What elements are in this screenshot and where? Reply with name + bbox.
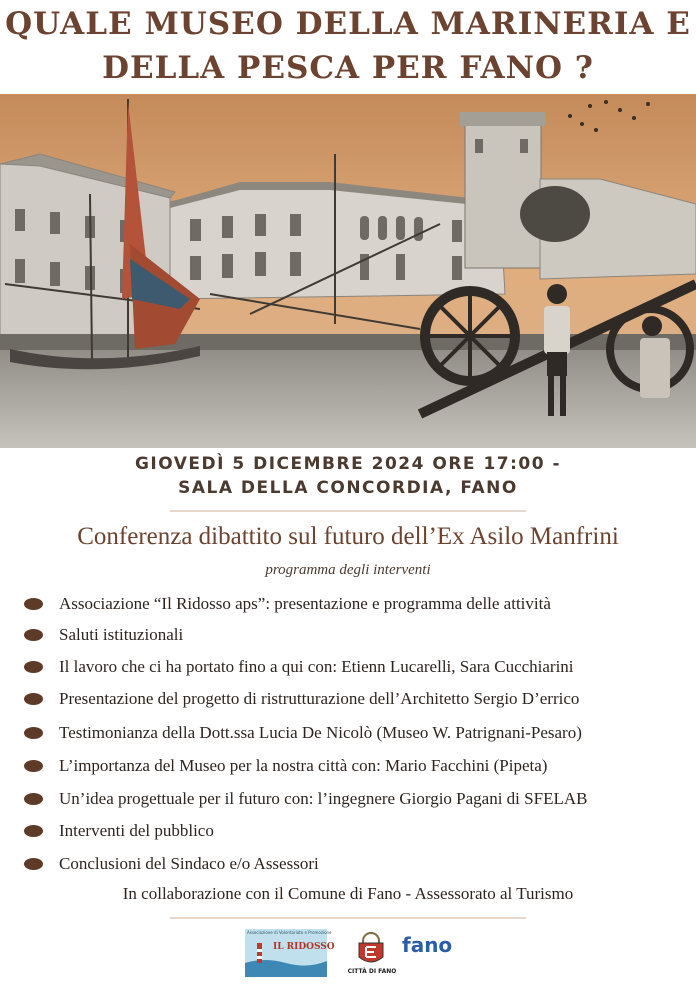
event-date-time: GIOVEDÌ 5 DICEMBRE 2024 ORE 17:00 - <box>134 454 562 474</box>
program-item <box>24 622 183 648</box>
divider-top <box>170 510 526 512</box>
bullet-icon <box>24 727 43 739</box>
program-item <box>24 786 587 812</box>
program-item-text: Saluti istituzionali <box>59 625 184 644</box>
event-venue: SALA DELLA CONCORDIA, FANO <box>178 478 518 498</box>
program-item-text: Presentazione del progetto di ristrutturazione dell’Architetto Sergio D’errico <box>59 689 580 708</box>
program-item <box>24 818 214 844</box>
divider-bottom <box>170 917 526 919</box>
program-item-text: Conclusioni del Sindaco e/o Assessori <box>59 854 319 873</box>
program-subheading: programma degli interventi <box>265 562 431 578</box>
fano-logo <box>396 930 453 960</box>
program-item-text: L’importanza del Museo per la nostra città con: Mario Facchini (Pipeta) <box>59 756 548 775</box>
program-item-text: Il lavoro che ci ha portato fino a qui con: Etienn Lucarelli, Sara Cucchiarini <box>59 657 574 676</box>
program-item-text: Un’idea progettuale per il futuro con: l’ingegnere Giorgio Pagani di SFELAB <box>59 789 588 808</box>
il-ridosso-logo <box>245 929 335 977</box>
bullet-icon <box>24 598 43 610</box>
bullet-icon <box>24 629 43 641</box>
fano-wordmark: fano <box>402 933 453 957</box>
citta-di-fano-crest <box>347 929 397 979</box>
city-label: CITTÀ DI FANO <box>347 968 397 975</box>
palazzo-building <box>170 182 505 299</box>
bullet-icon <box>24 793 43 805</box>
collaboration-note: In collaborazione con il Comune di Fano - Assessorato al Turismo <box>122 884 574 903</box>
ridosso-tagline: Associazione di Volontariato e Promozione <box>247 930 332 935</box>
ridosso-name: IL RIDOSSO <box>273 942 335 952</box>
poster-title-line-2: DELLA PESCA PER FANO ? <box>102 50 594 86</box>
program-item <box>24 753 547 779</box>
bullet-icon <box>24 661 43 673</box>
program-item <box>24 720 582 746</box>
program-item <box>24 654 574 680</box>
program-item-text: Interventi del pubblico <box>59 821 214 840</box>
program-item <box>24 591 551 617</box>
bullet-icon <box>24 858 43 870</box>
program-item <box>24 851 319 877</box>
bullet-icon <box>24 693 43 705</box>
castle-tower <box>460 112 546 268</box>
historic-harbor-photo <box>0 94 696 448</box>
program-item <box>24 686 579 712</box>
program-item-text: Testimonianza della Dott.ssa Lucia De Nicolò (Museo W. Patrignani-Pesaro) <box>59 723 582 742</box>
program-item-text: Associazione “Il Ridosso aps”: presentazione e programma delle attività <box>59 594 551 613</box>
conference-heading: Conferenza dibattito sul futuro dell’Ex Asilo Manfrini <box>77 523 619 550</box>
poster-title-line-1: QUALE MUSEO DELLA MARINERIA E <box>5 6 691 42</box>
bullet-icon <box>24 825 43 837</box>
bullet-icon <box>24 760 43 772</box>
